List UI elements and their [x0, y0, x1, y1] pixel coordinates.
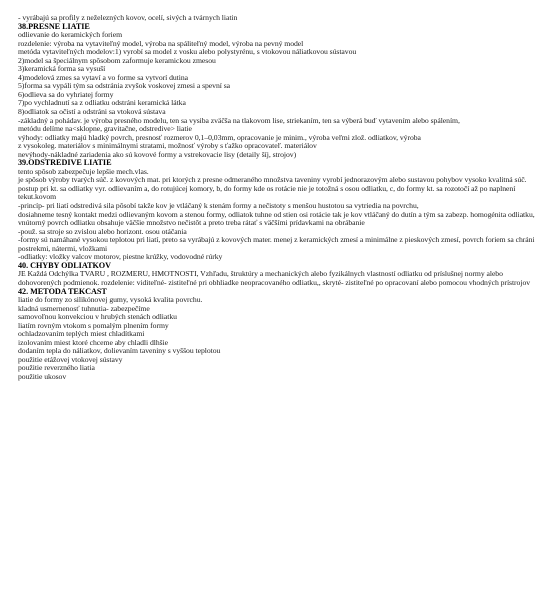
text-line: nevýhody-nákladné zariadenia ako sú kovové formy a vstrekovacie lisy (detaily šíj, strojov) — [18, 150, 297, 159]
text-line: -použ. sa stroje so zvislou alebo horizont. osou otáčania — [18, 227, 187, 236]
text-line: 2)model sa špeciálnym spôsobom zaformuje keramickou zmesou — [18, 56, 216, 65]
section-heading: 39.ODSTREDIVÉ LIATIE — [18, 159, 112, 168]
text-line: rozdelenie: výroba na vytaviteľný model, výroba na spáliteľný model, výroba na pevný model — [18, 39, 304, 48]
section-heading: 40. CHYBY ODLIATKOV — [18, 261, 111, 270]
text-line: - vyrábajú sa profily z neželezných kovov, ocelí, sivých a tvárnych liatin — [18, 14, 238, 22]
section-heading: 38.PRESNÉ LIATIE — [18, 22, 90, 31]
text-line: 8)odliatok sa očistí a odstráni sa vtoková sústava — [18, 108, 166, 117]
document-page — [18, 14, 540, 382]
text-line: liatím rovným vtokom s pomalým plnením formy — [18, 321, 169, 330]
text-line: 6)odlieva sa do vyhriatej formy — [18, 90, 114, 99]
text-line: použitie etážovej vtokovej sústavy — [18, 355, 123, 364]
text-line: dodaním tepla do náliatkov, dolievaním taveniny s vyššou teplotou — [18, 347, 221, 356]
text-line: postup pri kt. sa odliatky vyr. odlievaním a, do rotujúcej komory, b, do formy kde os rotácie nie je totožná s osou odliatku, c, do formy kt. sa rozotočí až po naplnení tekut.kovom — [18, 183, 516, 202]
text-line: 7)po vychladnutí sa z odliatku odstráni keramická látka — [18, 99, 186, 108]
text-line: je spôsob výroby tvarých súč. z kovových mat. pri ktorých z presne odmeraného množstva taveniny vyrobí jednorazovým alebo sustavou pohybov vysoko kvalitná súč. — [18, 175, 527, 185]
text-line: 5)forma sa vypáli tým sa odstránia zvyšok voskovej zmesi a spevní sa — [18, 82, 231, 91]
text-line: z vysokoleg. materiálov s minimálnymi stratami, možnosť výroby s ťažko opracovateľ. materiálov — [18, 142, 317, 151]
text-line: metódu delíme na<sklopne, gravitačne, odstredive> liatie — [18, 125, 192, 134]
text-line: dosiahneme tesný kontakt medzi odlievaným kovom a stenou formy, odliatok tuhne od stien osi rotácie tak je kov vtláčaný do dutín a tým sa zabezp. homogénita odliatku, vnútorný povrch odliatku obsahuje väčšie množstvo nečistôt a preto treba rátať s väčšími prídavkami na obrábanie — [18, 209, 535, 228]
text-line: metóda vytaviteľných modelov:1) vyrobí sa model z vosku alebo polystyrénu, s vtokovou náliatkovou sústavou — [18, 48, 357, 57]
text-line: odlievanie do keramických foriem — [18, 31, 123, 40]
text-line: -formy sú namáhané vysokou teplotou pri liatí, preto sa vyrábajú z kovových mater. menej z keramických zmesí a minimálne z pieskových zmesí, povrch foriem sa chráni postrekmi, nátermi, vložkami — [18, 235, 535, 253]
text-line: 3)keramická forma sa vysuší — [18, 65, 106, 74]
text-line: -princíp- pri liatí odstredivá sila pôsobí takže kov je vtláčaný k stenám formy a nečistoty s menšou hustotou sa vytriedia na povrchu, — [18, 202, 419, 211]
text-line: použitie ukosov — [18, 372, 67, 381]
text-line: výhody: odliatky majú hladký povrch, presnosť rozmerov 0,1–0,03mm, opracovanie je minim., výroba veľmi zlož. odliatkov, výroba — [18, 133, 421, 142]
text-line: -základný a pohádav. je výroba presného modelu, ten sa vysiba zväčša na tlakovom lise, striekaním, ten sa výberá buď vytavením alebo spálením, — [18, 115, 460, 125]
text-line: izolovaním miest ktoré chceme aby chladli dlhšie — [18, 338, 169, 347]
section-heading: 42. METÓDA TEKCAST — [18, 287, 107, 296]
text-line: liatie do formy zo silikónovej gumy, vysoká kvalita povrchu. — [18, 296, 203, 305]
text-line: tento spôsob zabezpečuje lepšie mech.vlas. — [18, 167, 149, 176]
text-line: JE Každá Odchýlka TVARU , ROZMERU, HMOTNOSTI, Vzhľadu, štruktúry a mechanických alebo fyzikálnych vlastností odliatku od príslušnej normy alebo dohovorených podmienok. rozdelenie: viditeľné- zistiteľné pri obhliadke neopracovaného odliatku,, skryté- zistiteľné po opracovaní alebo pomocou vhodných prístrojov — [18, 269, 531, 287]
text-line: ochladzovaním teplých miest chladítkami — [18, 330, 145, 339]
text-line: samovoľnou konvekciou v hrubých stenách odliatku — [18, 313, 177, 322]
text-line: použitie reverzného liatia — [18, 364, 95, 373]
text-line: kladná usmernenosť tuhnutia- zabezpečíme — [18, 304, 150, 313]
text-line: -odliatky: vložky valcov motorov, piestne krúžky, vodovodné rúrky — [18, 253, 223, 262]
text-line: 4)modelová zmes sa vytaví a vo forme sa vytvorí dutina — [18, 73, 189, 82]
